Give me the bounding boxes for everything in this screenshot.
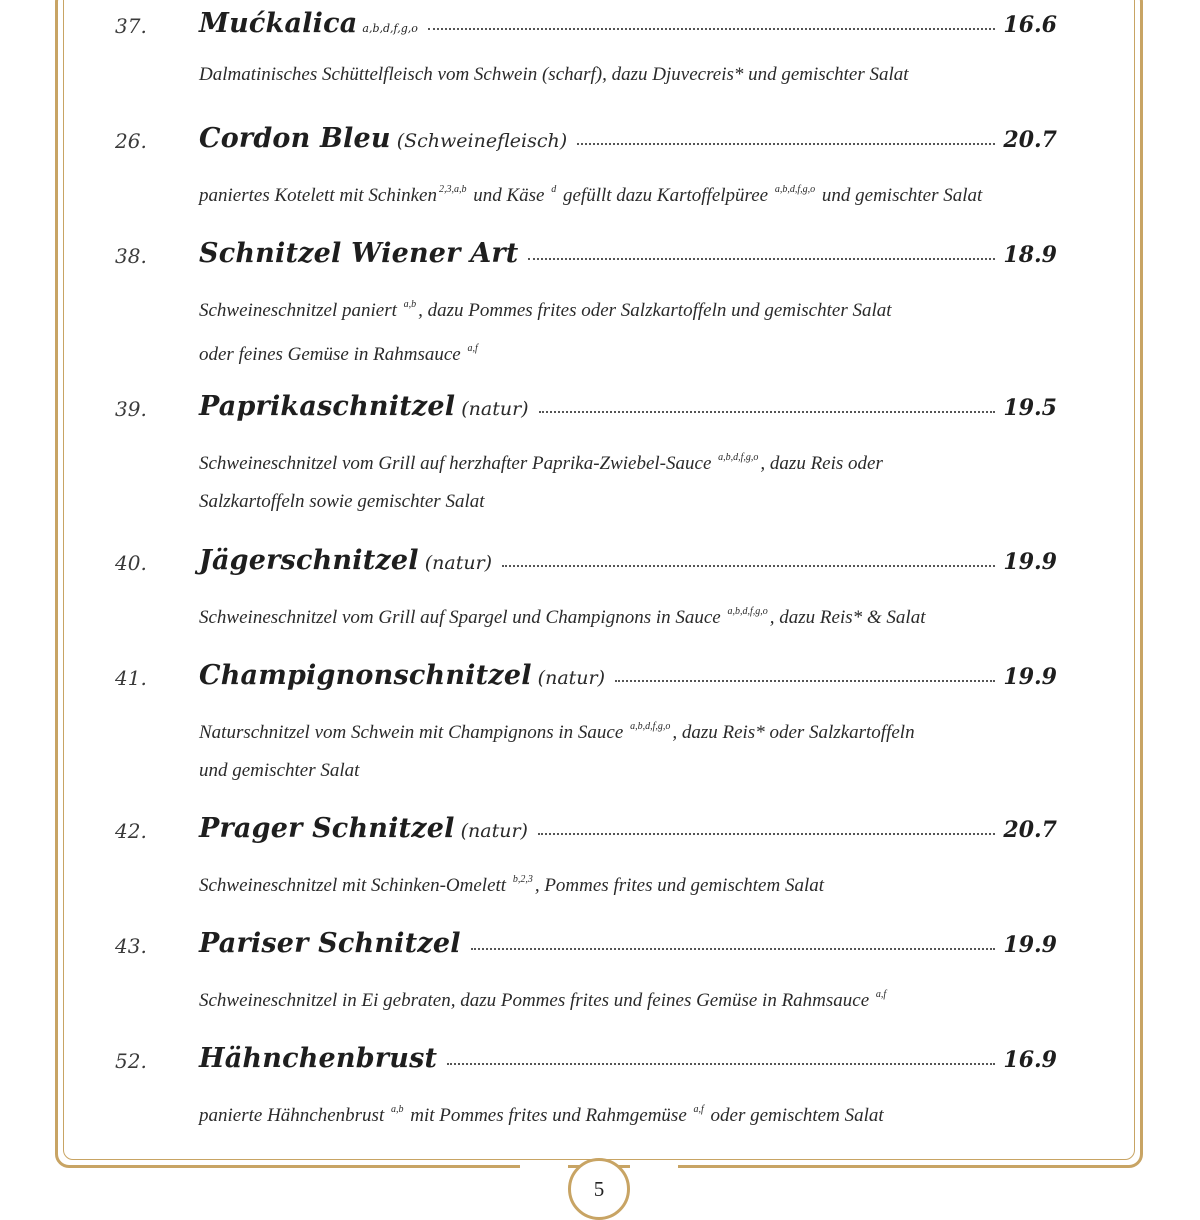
description-text: oder gemischtem Salat xyxy=(705,1105,884,1126)
description-text: , Pommes frites und gemischtem Salat xyxy=(534,875,825,896)
allergen-codes: a,b,d,f,g,o xyxy=(630,721,671,732)
item-title: Jägerschnitzel xyxy=(199,545,419,576)
allergen-codes: a,b,d,f,g,o xyxy=(774,184,816,195)
item-description xyxy=(199,439,1079,521)
item-title: Schnitzel Wiener Art xyxy=(199,238,519,269)
item-number: 42. xyxy=(115,819,147,843)
item-price: 20.7 xyxy=(1003,817,1057,843)
item-number: 41. xyxy=(115,666,147,690)
allergen-codes: a,b xyxy=(403,299,417,310)
description-line xyxy=(199,593,1079,637)
item-description xyxy=(199,861,1079,905)
dot-leader xyxy=(447,1062,995,1065)
item-price: 19.9 xyxy=(1003,664,1057,690)
item-qualifier: (Schweinefleisch) xyxy=(396,130,568,152)
dot-leader xyxy=(428,27,996,30)
item-number: 37. xyxy=(115,14,147,38)
allergen-codes: a,b,d,f,g,o xyxy=(727,606,768,617)
dot-leader xyxy=(615,679,995,682)
item-price: 19.5 xyxy=(1003,395,1057,421)
description-text: panierte Hähnchenbrust xyxy=(199,1105,389,1126)
item-title: Paprikaschnitzel xyxy=(199,391,456,422)
dot-leader xyxy=(538,832,995,835)
item-title-row xyxy=(199,391,1057,427)
allergen-codes: a,f xyxy=(693,1104,704,1115)
description-text: Naturschnitzel vom Schwein mit Champignons in Sauce xyxy=(199,722,629,743)
item-description xyxy=(199,286,1079,374)
allergen-codes: a,f xyxy=(875,989,887,1000)
description-line xyxy=(199,483,1079,521)
item-title-row xyxy=(199,1043,1057,1079)
description-text: und gemischter Salat xyxy=(199,760,360,781)
item-description xyxy=(199,171,1079,215)
allergen-codes: b,2,3 xyxy=(512,874,533,885)
item-title: Cordon Bleu xyxy=(199,123,391,154)
item-title: Prager Schnitzel xyxy=(199,813,455,844)
item-title: Mućkalica xyxy=(199,8,358,39)
item-title: Pariser Schnitzel xyxy=(199,928,461,959)
item-price: 19.9 xyxy=(1003,549,1057,575)
item-title-row xyxy=(199,545,1057,581)
description-text: Schweineschnitzel vom Grill auf Spargel und Champignons in Sauce xyxy=(199,607,726,628)
item-qualifier: (natur) xyxy=(461,398,529,420)
item-title-row xyxy=(199,928,1057,964)
allergen-codes: a,f xyxy=(467,343,478,354)
page-number: 5 xyxy=(593,1177,605,1201)
item-price: 18.9 xyxy=(1003,242,1057,268)
description-text: paniertes Kotelett mit Schinken xyxy=(199,185,437,206)
description-line xyxy=(199,56,1079,94)
description-text: , dazu Reis oder xyxy=(760,453,883,474)
item-title-row xyxy=(199,123,1057,159)
item-title: Hähnchenbrust xyxy=(199,1043,438,1074)
allergen-codes: 2,3,a,b xyxy=(438,184,467,195)
description-text: , dazu Pommes frites oder Salzkartoffeln und gemischter Salat xyxy=(418,300,892,321)
description-line xyxy=(199,330,1079,374)
description-text: Dalmatinisches Schüttelfleisch vom Schwein (scharf), dazu Djuvecreis* und gemischter Salat xyxy=(199,64,909,85)
allergen-codes: a,b xyxy=(390,1104,404,1115)
description-line xyxy=(199,286,1079,330)
description-text: mit Pommes frites und Rahmgemüse xyxy=(405,1105,692,1126)
description-text: und Käse xyxy=(468,185,550,206)
description-line xyxy=(199,752,1079,790)
item-title-row xyxy=(199,660,1057,696)
description-text: , dazu Reis* oder Salzkartoffeln xyxy=(672,722,915,743)
description-line xyxy=(199,1091,1079,1135)
description-text: , dazu Reis* & Salat xyxy=(769,607,926,628)
border-gap-left xyxy=(520,1164,568,1170)
description-text: und gemischter Salat xyxy=(817,185,983,206)
item-title-row xyxy=(199,813,1057,849)
item-number: 38. xyxy=(115,244,147,268)
item-qualifier: (natur) xyxy=(424,552,493,574)
dot-leader xyxy=(471,947,996,950)
description-text: Schweineschnitzel in Ei gebraten, dazu Pommes frites und feines Gemüse in Rahmsauce xyxy=(199,990,874,1011)
item-title-row xyxy=(199,238,1057,274)
item-number: 43. xyxy=(115,934,147,958)
description-text: oder feines Gemüse in Rahmsauce xyxy=(199,344,466,365)
item-price: 16.9 xyxy=(1003,1047,1057,1073)
dot-leader xyxy=(577,142,995,145)
item-qualifier: (natur) xyxy=(460,820,528,842)
description-text: gefüllt dazu Kartoffelpüree xyxy=(558,185,773,206)
item-description xyxy=(199,708,1079,790)
allergen-codes: d xyxy=(551,184,557,195)
item-description xyxy=(199,976,1079,1020)
item-title: Champignonschnitzel xyxy=(199,660,532,691)
item-qualifier: (natur) xyxy=(537,667,606,689)
item-allergen-codes: a,b,d,f,g,o xyxy=(362,22,418,35)
description-line xyxy=(199,171,1079,215)
item-title-row xyxy=(199,8,1057,44)
item-description xyxy=(199,56,1079,94)
item-description xyxy=(199,1091,1079,1135)
item-description xyxy=(199,593,1079,637)
border-gap-right xyxy=(630,1164,678,1170)
item-number: 52. xyxy=(115,1049,147,1073)
description-line xyxy=(199,861,1079,905)
item-price: 19.9 xyxy=(1003,932,1057,958)
item-number: 40. xyxy=(115,551,147,575)
description-text: Salzkartoffeln sowie gemischter Salat xyxy=(199,491,485,512)
description-line xyxy=(199,708,1079,752)
description-text: Schweineschnitzel paniert xyxy=(199,300,402,321)
dot-leader xyxy=(539,410,996,413)
item-price: 20.7 xyxy=(1003,127,1057,153)
description-text: Schweineschnitzel vom Grill auf herzhafter Paprika-Zwiebel-Sauce xyxy=(199,453,717,474)
item-number: 26. xyxy=(115,129,147,153)
item-number: 39. xyxy=(115,397,147,421)
dot-leader xyxy=(528,257,995,260)
dot-leader xyxy=(502,564,995,567)
description-line xyxy=(199,439,1079,483)
item-price: 16.6 xyxy=(1003,12,1057,38)
page-number-badge xyxy=(568,1158,630,1220)
allergen-codes: a,b,d,f,g,o xyxy=(718,452,759,463)
description-line xyxy=(199,976,1079,1020)
description-text: Schweineschnitzel mit Schinken-Omelett xyxy=(199,875,511,896)
